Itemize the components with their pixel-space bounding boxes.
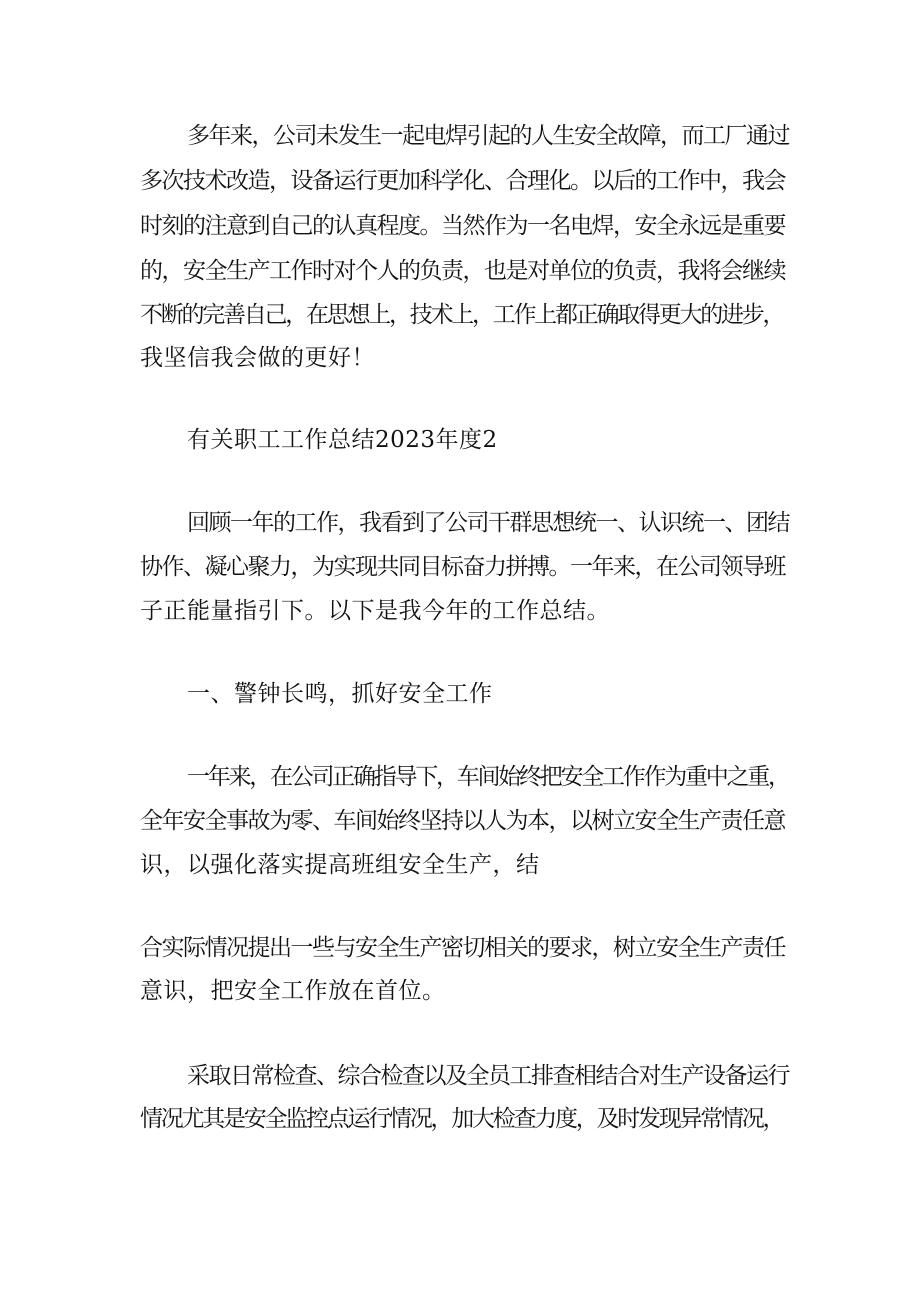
paragraph-3-line: 一年来，在公司正确指导下，车间始终把安全工作作为重中之重， [187,764,789,790]
paragraph-1-line: 多年来，公司未发生一起电焊引起的人生安全故障，而工厂通过 [187,123,789,149]
paragraph-3-line: 全年安全事故为零、车间始终坚持以人为本，以树立安全生产责任意 [140,808,785,834]
paragraph-1-line: 不断的完善自己，在思想上，技术上，工作上都正确取得更大的进步， [140,302,784,328]
paragraph-2-line: 回顾一年的工作，我看到了公司干群思想统一、认识统一、团结 [187,510,789,536]
paragraph-3-line: 识，以强化落实提高班组安全生产，结 [140,852,540,878]
paragraph-2-line: 协作、凝心聚力，为实现共同目标奋力拼搏。一年来，在公司领导班 [140,554,785,580]
paragraph-2-line: 子正能量指引下。以下是我今年的工作总结。 [140,598,610,624]
paragraph-5-line: 情况尤其是安全监控点运行情况，加大检查力度，及时发现异常情况， [140,1106,784,1132]
paragraph-4-line: 合实际情况提出一些与安全生产密切相关的要求，树立安全生产责任 [140,935,785,961]
paragraph-1-line: 我坚信我会做的更好！ [140,345,375,371]
paragraph-1-line: 时刻的注意到自己的认真程度。当然作为一名电焊，安全永远是重要 [140,213,785,239]
paragraph-5-line: 采取日常检查、综合检查以及全员工排查相结合对生产设备运行 [187,1063,789,1089]
paragraph-4-line: 意识，把安全工作放在首位。 [140,978,446,1004]
paragraph-1-line: 多次技术改造，设备运行更加科学化、合理化。以后的工作中，我会 [140,168,785,194]
subsection-heading: 一、警钟长鸣，抓好安全工作 [187,681,493,707]
paragraph-1-line: 的，安全生产工作时对个人的负责，也是对单位的负责，我将会继续 [140,258,785,284]
section-heading: 有关职工工作总结2023年度2 [187,427,498,453]
